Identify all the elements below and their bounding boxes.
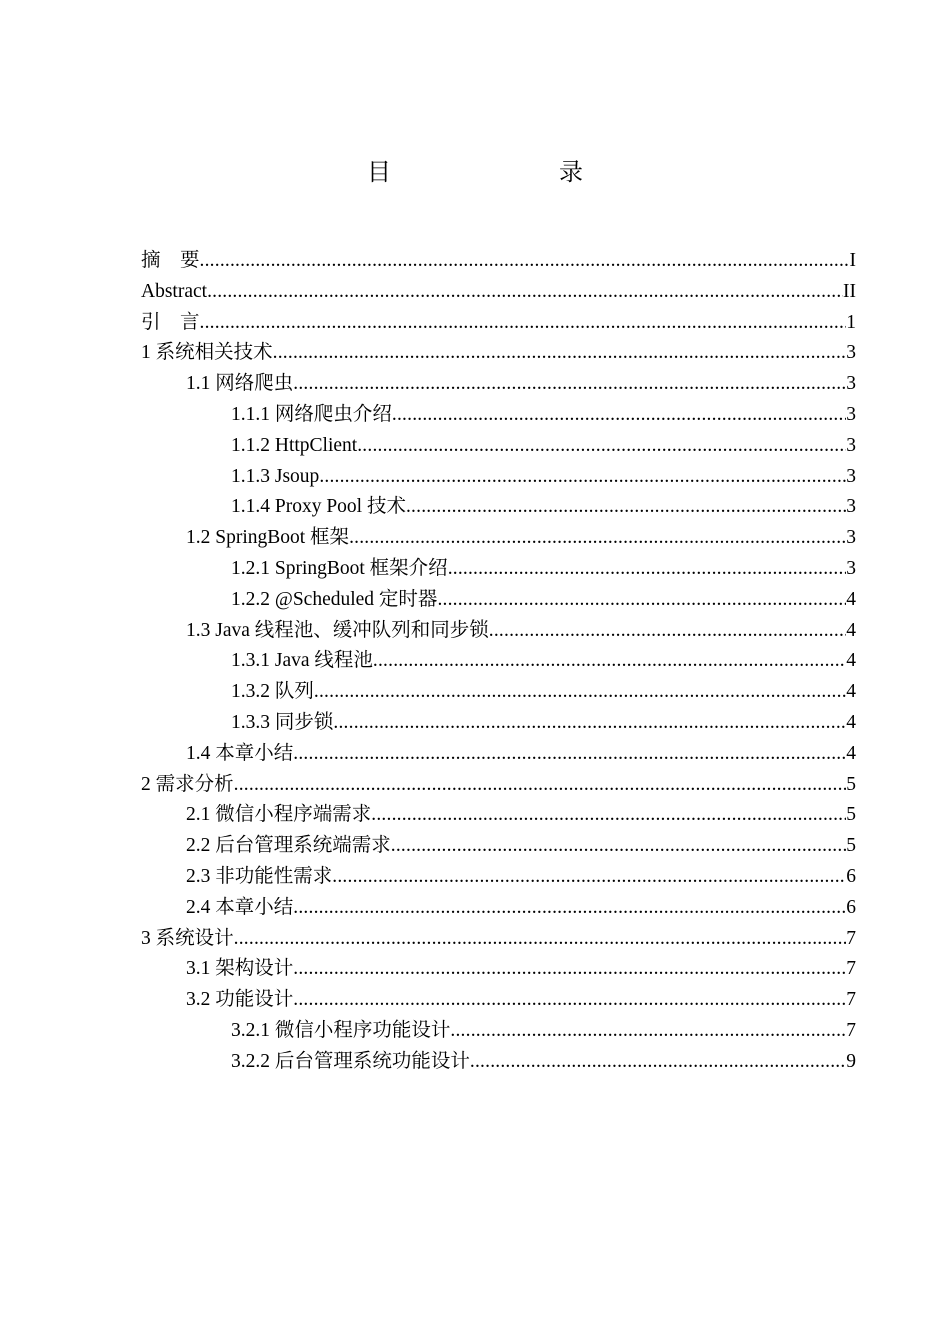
toc-entry[interactable] [141,708,856,739]
toc-entry[interactable] [141,277,856,308]
toc-entry-page-number: 3 [846,465,856,487]
toc-entry[interactable] [141,985,856,1016]
toc-entry-label: 3.2.2 后台管理系统功能设计 [231,1050,470,1072]
toc-dot-leader [293,893,846,924]
toc-entry-label: 1.1.3 Jsoup [231,465,320,487]
toc-dot-leader [391,831,846,862]
toc-entry-page-number: 4 [846,681,856,703]
toc-entry[interactable] [141,862,856,893]
toc-entry[interactable] [141,800,856,831]
toc-entry-label: 3.1 架构设计 [186,958,294,980]
toc-dot-leader [357,431,846,462]
toc-entry-page-number: 9 [846,1050,856,1072]
toc-dot-leader [207,277,843,308]
toc-entry-label: 1.4 本章小结 [186,742,294,764]
toc-entry[interactable] [141,924,856,955]
toc-entry[interactable] [141,492,856,523]
toc-dot-leader [293,739,846,770]
toc-entry-page-number: 7 [846,1019,856,1041]
toc-dot-leader [450,1016,846,1047]
toc-entry[interactable] [141,616,856,647]
toc-entry-page-number: 4 [846,588,856,610]
toc-entry-label: 2.4 本章小结 [186,896,294,918]
toc-entry-page-number: 3 [846,527,856,549]
toc-entry-label: 1.2.2 @Scheduled 定时器 [231,588,438,610]
toc-dot-leader [470,1047,846,1078]
toc-dot-leader [371,800,846,831]
toc-entry[interactable] [141,462,856,493]
toc-entry-page-number: I [849,250,856,271]
toc-entry-page-number: 6 [846,865,856,887]
toc-entry-label: 2.3 非功能性需求 [186,865,333,887]
toc-entry[interactable] [141,1047,856,1078]
toc-entry-label: 1 系统相关技术 [141,342,273,364]
toc-entry-page-number: 3 [846,557,856,579]
toc-dot-leader [293,369,846,400]
toc-dot-leader [448,554,847,585]
toc-entry-page-number: 3 [846,403,856,425]
toc-entry-page-number: 3 [846,373,856,395]
toc-entry[interactable] [141,954,856,985]
toc-entry-page-number: 7 [846,958,856,980]
toc-dot-leader [332,862,846,893]
toc-dot-leader [489,616,846,647]
toc-dot-leader [234,770,847,801]
toc-dot-leader [200,308,847,339]
toc-entry-page-number: 3 [846,496,856,518]
toc-entry-label: 3.2.1 微信小程序功能设计 [231,1019,451,1041]
toc-entry-page-number: 3 [846,342,856,364]
toc-entry-page-number: 6 [846,896,856,918]
toc-dot-leader [406,492,846,523]
toc-entry-page-number: 5 [846,804,856,826]
toc-entry[interactable] [141,431,856,462]
toc-entry-label: 1.1.2 HttpClient [231,434,358,456]
toc-entry-label: 1.1.1 网络爬虫介绍 [231,403,392,425]
toc-entry[interactable] [141,338,856,369]
toc-entry[interactable] [141,308,856,339]
toc-entry-page-number: 3 [846,434,856,456]
toc-entry-label: Abstract [141,280,208,302]
toc-dot-leader [373,646,846,677]
toc-entry-label: 2.1 微信小程序端需求 [186,804,372,826]
toc-entry-page-number: 1 [846,311,856,333]
toc-entry[interactable] [141,1016,856,1047]
toc-dot-leader [293,954,846,985]
toc-entry-label: 1.3.2 队列 [231,681,314,703]
toc-dot-leader [273,338,847,369]
toc-dot-leader [319,462,846,493]
toc-entry-page-number: 5 [846,773,856,795]
toc-dot-leader [333,708,846,739]
toc-entry[interactable] [141,585,856,616]
toc-entry[interactable] [141,400,856,431]
toc-entry-label: 1.3 Java 线程池、缓冲队列和同步锁 [186,619,489,641]
toc-entry[interactable] [141,893,856,924]
toc-title: 目 录 [367,158,623,186]
toc-entry-label: 2.2 后台管理系统端需求 [186,835,391,857]
toc-entry-page-number: 4 [846,619,856,641]
toc-entry-page-number: 5 [846,835,856,857]
toc-dot-leader [293,985,846,1016]
toc-entry-label: 3.2 功能设计 [186,989,294,1011]
toc-entry[interactable] [141,770,856,801]
toc-dot-leader [392,400,846,431]
toc-entry-page-number: 4 [846,742,856,764]
toc-entry-label: 1.3.3 同步锁 [231,711,334,733]
toc-entry-page-number: 7 [846,989,856,1011]
toc-entry-label: 1.2 SpringBoot 框架 [186,527,350,549]
toc-entry-page-number: 4 [846,650,856,672]
toc-entry[interactable] [141,739,856,770]
toc-entry-label: 1.2.1 SpringBoot 框架介绍 [231,557,448,579]
toc-entry-label: 引 言 [141,311,200,333]
toc-entry-label: 1.1.4 Proxy Pool 技术 [231,496,406,518]
toc-entry[interactable] [141,677,856,708]
toc-entry-label: 摘 要 [141,250,200,271]
toc-entry-label: 1.3.1 Java 线程池 [231,650,373,672]
toc-dot-leader [314,677,846,708]
toc-dot-leader [234,924,847,955]
toc-entry-label: 1.1 网络爬虫 [186,373,294,395]
toc-entry[interactable] [141,246,856,277]
toc-entry[interactable] [141,369,856,400]
toc-entry[interactable] [141,554,856,585]
toc-dot-leader [349,523,846,554]
toc-dot-leader [200,246,850,277]
toc-entry-page-number: 4 [846,711,856,733]
toc-entry[interactable] [141,831,856,862]
toc-entry-page-number: 7 [846,927,856,949]
toc-entry-page-number: II [843,280,856,302]
toc-entry-label: 2 需求分析 [141,773,234,795]
toc-entry-label: 3 系统设计 [141,927,234,949]
toc-entry[interactable] [141,646,856,677]
toc-list [141,246,856,1078]
toc-dot-leader [437,585,846,616]
toc-entry[interactable] [141,523,856,554]
